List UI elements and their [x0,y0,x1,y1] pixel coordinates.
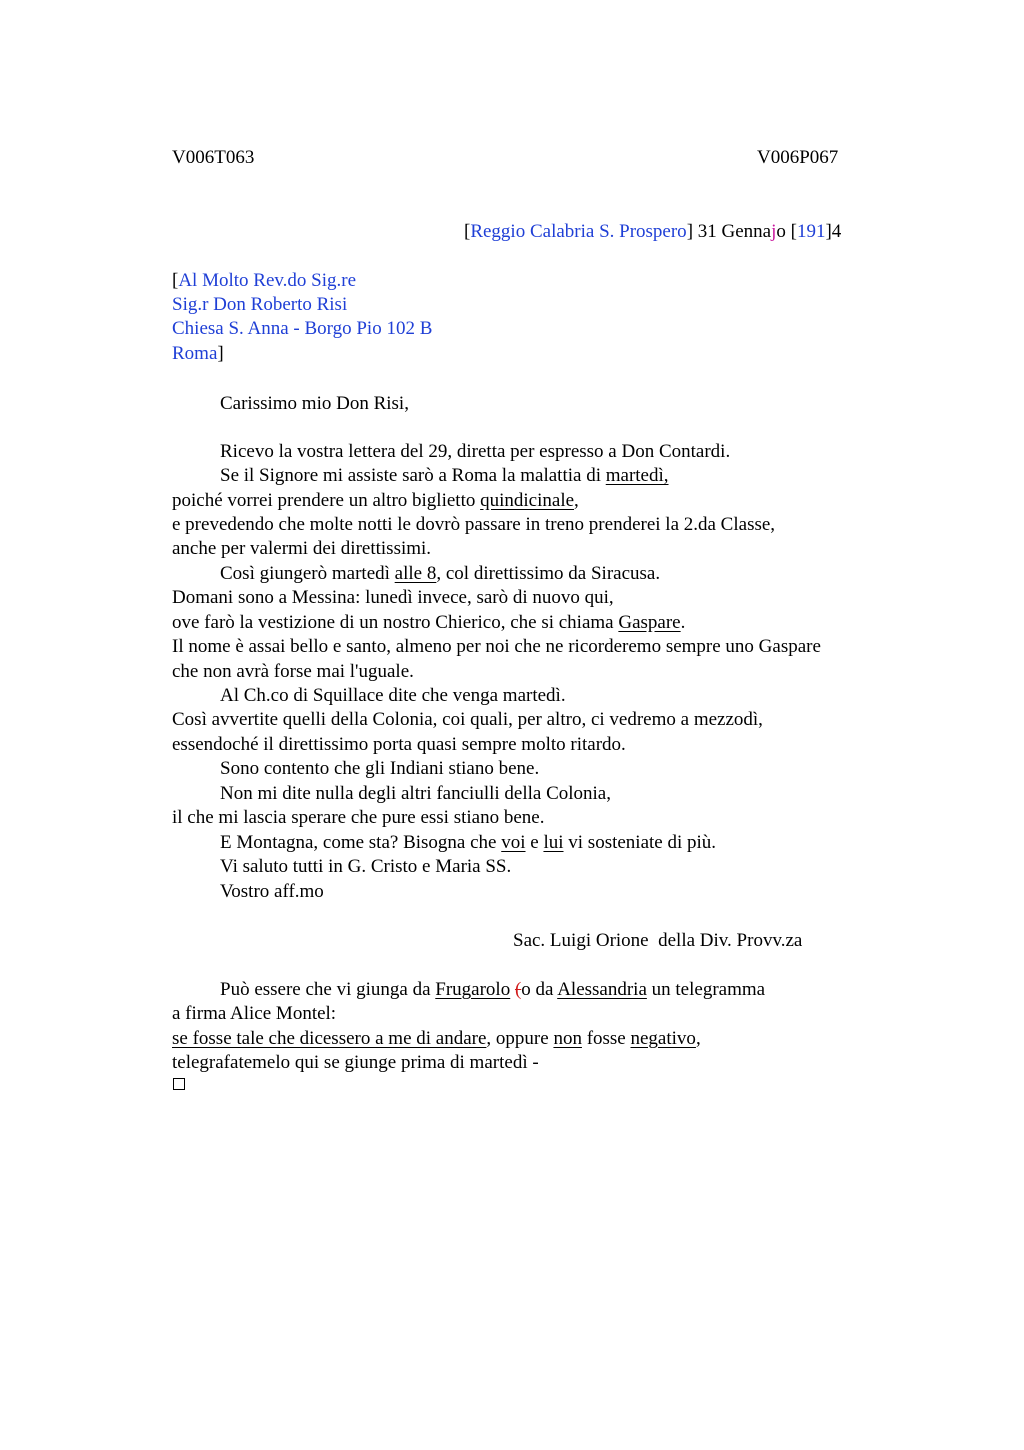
underlined-text: non [553,1028,582,1049]
underlined-text: lui [543,832,564,853]
address-line-4 [172,342,224,366]
body-line: e prevedendo che molte notti le dovrò passare in treno prenderei la 2.da Classe, [172,514,776,535]
body-text: poiché vorrei prendere un altro biglietto [172,490,481,511]
postscript-line: a firma Alice Montel: [172,1003,337,1024]
postscript-line: telegrafatemelo qui se giunge prima di martedì - [172,1052,539,1073]
body-text: , [695,1028,701,1049]
body-text: o da [521,979,558,1000]
body-line [172,611,685,635]
body-text: fosse [581,1028,631,1049]
body-line: Non mi dite nulla degli altri fanciulli della Colonia, [220,783,611,804]
dateline-year-suffix: ]4 [825,221,842,242]
underlined-text: voi [501,832,526,853]
underlined-text: Gaspare [618,612,681,633]
body-text: vi sosteniate di più. [563,832,717,853]
address-bracket-open: [ [172,270,179,291]
dateline-bracket-open: [ [464,221,471,242]
body-line: Sono contento che gli Indiani stiano bene. [220,758,540,779]
body-line: Ricevo la vostra lettera del 29, diretta per espresso a Don Contardi. [220,441,731,462]
body-text: ove farò la vestizione di un nostro Chierico, che si chiama [172,612,619,633]
address-text-1: Al Molto Rev.do Sig.re [178,270,357,291]
body-line [172,489,579,513]
address-text-4: Roma [172,343,218,364]
body-line: che non avrà forse mai l'uguale. [172,661,414,682]
body-line: essendoché il direttissimo porta quasi sempre molto ritardo. [172,734,626,755]
address-bracket-close: ] [217,343,224,364]
address-line-3: Chiesa S. Anna - Borgo Pio 102 B [172,318,433,339]
body-text: Così giungerò martedì [220,563,395,584]
body-line: Al Ch.co di Squillace dite che venga martedì. [220,685,566,706]
body-line [220,831,716,855]
body-line [220,464,669,488]
address-line-1 [172,269,356,293]
body-line: il che mi lascia sperare che pure essi stiano bene. [172,807,545,828]
underlined-text: se fosse tale che dicessero a me di andare [172,1028,487,1049]
postscript-line [220,978,765,1002]
salutation: Carissimo mio Don Risi, [220,393,409,414]
underlined-text: negativo [630,1028,696,1049]
dateline-month-letter: j [771,221,777,242]
closing: Vostro aff.mo [220,881,324,902]
postscript-line [172,1027,701,1051]
dateline-bracket-close: ] [686,221,694,242]
body-text: un telegramma [646,979,766,1000]
struck-text: ( [514,979,522,1000]
body-line [220,562,660,586]
body-text: . [680,612,686,633]
address-line-2: Sig.r Don Roberto Risi [172,294,348,315]
body-text: Se il Signore mi assiste sarò a Roma la malattia di [220,465,606,486]
dateline-year-part: 191 [796,221,826,242]
dateline [464,220,841,244]
end-marker-box [173,1078,185,1090]
body-text: e [525,832,544,853]
document-code-right: V006P067 [757,147,839,168]
body-text: , oppure [486,1028,554,1049]
underlined-text: Alessandria [557,979,647,1000]
body-line: anche per valermi dei direttissimi. [172,538,432,559]
body-line: Così avvertite quelli della Colonia, coi quali, per altro, ci vedremo a mezzodì, [172,709,763,730]
dateline-date-a: 31 Genna [693,221,772,242]
body-line: Domani sono a Messina: lunedì invece, sarò di nuovo qui, [172,587,614,608]
dateline-date-b: o [ [776,221,797,242]
body-text: E Montagna, come sta? Bisogna che [220,832,502,853]
body-line: Il nome è assai bello e santo, almeno per noi che ne ricorderemo sempre uno Gaspare [172,636,821,657]
body-text: , col direttissimo da Siracusa. [436,563,661,584]
underlined-text: alle 8 [394,563,437,584]
body-text: Può essere che vi giunga da [220,979,436,1000]
underlined-text: Frugarolo [435,979,511,1000]
body-text: , [574,490,579,511]
body-line: Vi saluto tutti in G. Cristo e Maria SS. [220,856,512,877]
dateline-place: Reggio Calabria S. Prospero [470,221,687,242]
underlined-text: martedì, [605,465,669,486]
underlined-text: quindicinale [480,490,575,511]
signature: Sac. Luigi Orione della Div. Provv.za [513,930,803,951]
document-code-left: V006T063 [172,147,255,168]
